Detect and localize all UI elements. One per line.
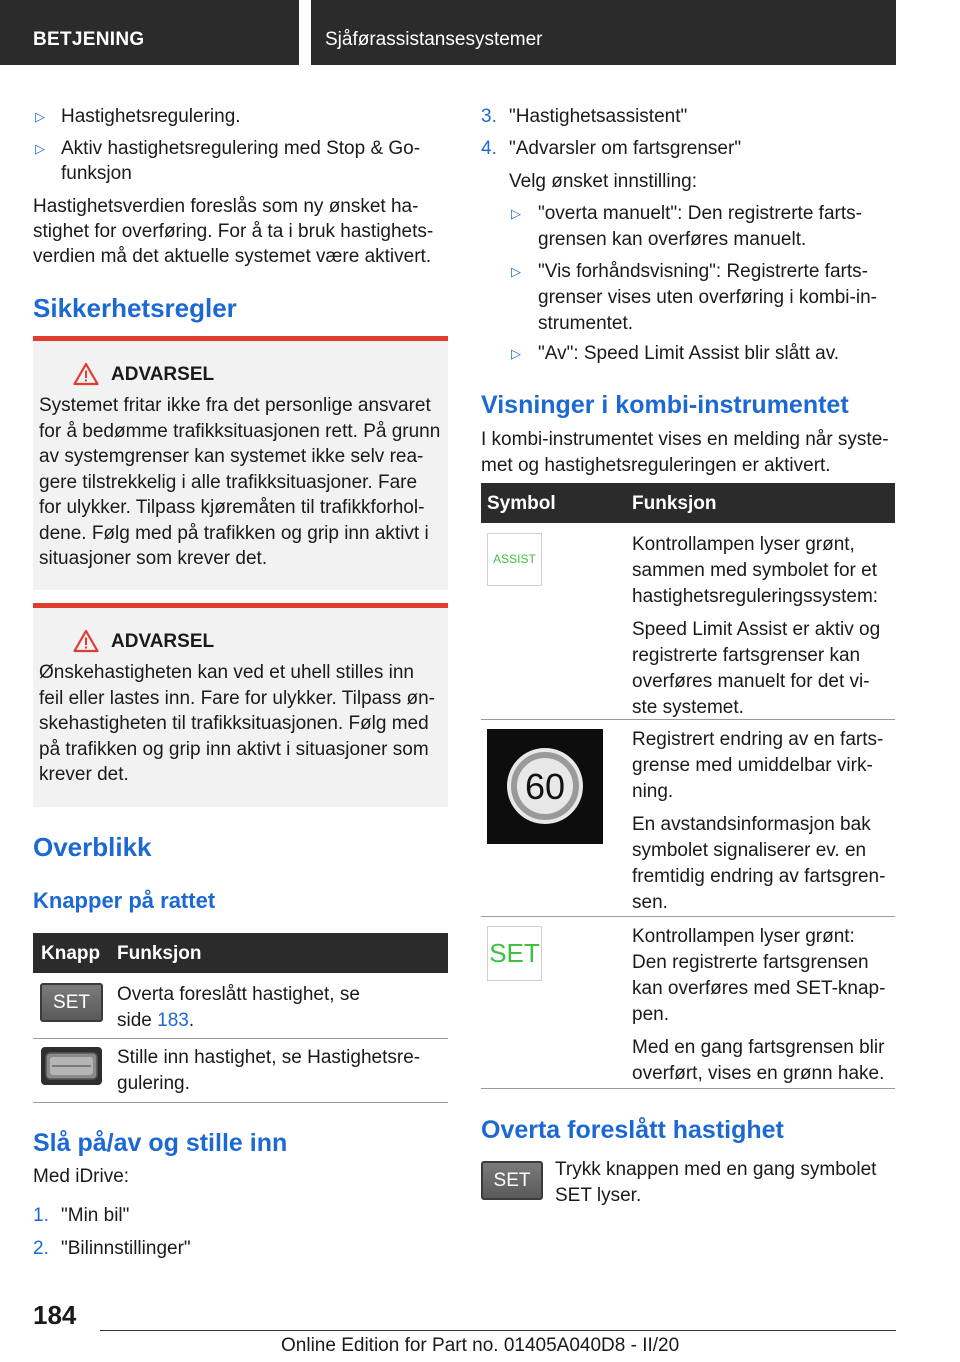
- step-text: "Min bil": [61, 1205, 130, 1226]
- symbol-row1-line: registrerte fartsgrenser kan: [632, 645, 861, 666]
- table-divider: [481, 916, 895, 917]
- symbol-table-header: [481, 483, 895, 523]
- col-header-symbol: Symbol: [487, 493, 556, 514]
- bullet-triangle-icon: ▷: [35, 109, 45, 124]
- col-header-function: Funksjon: [117, 943, 202, 964]
- step-text: "Hastighetsassistent": [509, 106, 688, 127]
- set-button-icon: [40, 983, 103, 1022]
- warning-triangle-icon: [73, 362, 99, 386]
- warning-line: for å bedømme trafikksituasjonen rett. På grunn: [39, 420, 441, 442]
- col-header-function: Funksjon: [632, 493, 717, 514]
- footer-edition: Online Edition for Part no. 01405A040D8 - II/20: [281, 1335, 680, 1356]
- step-number: 1.: [33, 1205, 49, 1226]
- table-divider: [33, 1038, 448, 1039]
- warning-line: på trafikken og grip inn aktivt i situasjoner som: [39, 738, 429, 760]
- speed-limit-60-icon: [487, 729, 603, 844]
- warning-line: Ønskehastigheten kan ved et uhell stilles inn: [39, 662, 414, 683]
- warning-line: situasjoner som krever det.: [39, 548, 268, 569]
- symbol-row3-line: kan overføres med SET-knap-: [632, 978, 886, 999]
- display-heading: Visninger i kombi-instrumentet: [481, 391, 849, 419]
- warning-box: [33, 336, 448, 590]
- warning-bar: [33, 603, 448, 608]
- choose-label: Velg ønsket innstilling:: [509, 171, 697, 192]
- set-symbol-label: SET: [489, 938, 540, 968]
- option-line: "Vis forhåndsvisning": Registrerte farts-: [538, 261, 868, 282]
- option-item: [538, 201, 862, 253]
- warning-line: krever det.: [39, 764, 129, 785]
- bullet-item: Hastighetsregulering.: [61, 106, 241, 127]
- header-chapter: Sjåførassistansesystemer: [325, 29, 543, 50]
- symbol-row1-line: sammen med symbolet for et: [632, 560, 877, 581]
- symbol-row3-text: [632, 924, 894, 1087]
- idrive-label: Med iDrive:: [33, 1166, 130, 1187]
- symbol-row1-text: [632, 532, 894, 721]
- warning-line: for ulykker. Tilpass kjøremåten til trafikkforhol-: [39, 497, 425, 518]
- bullet-item-cont: funksjon: [61, 163, 132, 184]
- symbol-row3-line: pen.: [632, 1004, 669, 1025]
- display-intro-line: I kombi-instrumentet vises en melding når syste-: [481, 429, 889, 450]
- buttons-row1-line: Overta foreslått hastighet, se: [117, 984, 360, 1005]
- takeover-line: Trykk knappen med en gang symbolet: [555, 1159, 877, 1180]
- symbol-row2-line: symbolet signaliserer ev. en: [632, 840, 867, 861]
- warning-line: feil eller lastes inn. Fare for ulykker. Tilpass øn-: [39, 687, 435, 709]
- set-button-label: SET: [493, 1170, 531, 1191]
- warning-line: gere tilstrekkelig i alle trafikksituasjoner. Fare: [39, 471, 418, 493]
- warning-line: av systemgrenser kan systemet ikke selv rea-: [39, 446, 424, 467]
- warning-line: Systemet fritar ikke fra det personlige ansvaret: [39, 395, 431, 416]
- page-ref-prefix: side: [117, 1010, 158, 1031]
- step-number: 4.: [481, 138, 497, 159]
- symbol-row2-line: En avstandsinformasjon bak: [632, 814, 871, 835]
- symbol-row3-line: Med en gang fartsgrensen blir: [632, 1037, 885, 1058]
- intro-line: stighet for overføring. For å ta i bruk hastighets-: [33, 221, 434, 242]
- warning-line: dene. Følg med på trafikken og grip inn aktivt i: [39, 522, 429, 544]
- option-line: "overta manuelt": Den registrerte farts-: [538, 203, 862, 224]
- warning-box: [33, 603, 448, 807]
- intro-line: Hastighetsverdien foreslås som ny ønsket ha-: [33, 196, 419, 217]
- bullet-triangle-icon: ▷: [511, 264, 521, 279]
- onoff-heading: Slå på/av og stille inn: [33, 1129, 288, 1157]
- header-section: BETJENING: [33, 29, 145, 50]
- option-item: [538, 259, 877, 337]
- buttons-heading: Knapper på rattet: [33, 888, 216, 913]
- symbol-row1-line: Kontrollampen lyser grønt,: [632, 534, 855, 555]
- step-number: 2.: [33, 1238, 49, 1259]
- page-link[interactable]: 183: [157, 1010, 189, 1031]
- symbol-row2-line: sen.: [632, 892, 668, 913]
- symbol-row1-line: Speed Limit Assist er aktiv og: [632, 619, 881, 640]
- display-intro-line: met og hastighetsreguleringen er aktivert.: [481, 455, 831, 476]
- buttons-row2-line: Stille inn hastighet, se Hastighetsre-: [117, 1047, 421, 1068]
- warning-title: ADVARSEL: [111, 364, 215, 385]
- table-divider: [33, 1102, 448, 1103]
- option-line: strumentet.: [538, 313, 634, 334]
- symbol-row1-line: overføres manuelt for det vi-: [632, 671, 870, 692]
- header-section-tab: [0, 0, 299, 65]
- symbol-row2-line: ning.: [632, 781, 674, 802]
- takeover-line: SET lyser.: [555, 1185, 642, 1206]
- step-number: 3.: [481, 106, 497, 127]
- symbol-row3-line: Den registrerte fartsgrensen: [632, 952, 869, 973]
- symbol-row3-line: overført, vises en grønn hake.: [632, 1063, 885, 1084]
- header-chapter-tab: [311, 0, 896, 65]
- rocker-switch-icon: [40, 1046, 103, 1086]
- assist-symbol-icon: [487, 533, 542, 586]
- page-ref-suffix: .: [188, 1010, 195, 1031]
- option-line: grenser vises uten overføring i kombi-in-: [538, 287, 877, 308]
- warning-bar: [33, 336, 448, 341]
- warning-body: [39, 393, 444, 572]
- buttons-table-header: [33, 933, 448, 973]
- warning-body: [39, 660, 444, 788]
- symbol-row2-line: fremtidig endring av fartsgren-: [632, 866, 886, 887]
- set-button-icon: [481, 1161, 543, 1200]
- safety-heading: Sikkerhetsregler: [33, 293, 237, 323]
- step-text: "Bilinnstillinger": [61, 1238, 191, 1259]
- buttons-row2-text: [117, 1045, 420, 1097]
- symbol-row2-text: [632, 727, 894, 916]
- takeover-heading: Overta foreslått hastighet: [481, 1116, 784, 1144]
- set-symbol-icon: [487, 926, 542, 981]
- buttons-row1-line: [117, 1008, 360, 1034]
- symbol-row2-line: Registrert endring av en farts-: [632, 729, 884, 750]
- set-button-label: SET: [53, 992, 90, 1013]
- intro-line: verdien må det aktuelle systemet være aktivert.: [33, 246, 432, 267]
- symbol-row1-line: ste systemet.: [632, 697, 744, 718]
- footer-rule: [100, 1330, 896, 1331]
- step-text: "Advarsler om fartsgrenser": [509, 138, 742, 159]
- symbol-row1-line: hastighetsreguleringssystem:: [632, 586, 879, 607]
- assist-symbol-label: ASSIST: [493, 552, 536, 566]
- symbol-row3-line: Kontrollampen lyser grønt:: [632, 926, 855, 947]
- buttons-row2-line: gulering.: [117, 1073, 190, 1094]
- symbol-row2-line: grense med umiddelbar virk-: [632, 755, 873, 776]
- overview-heading: Overblikk: [33, 832, 152, 862]
- warning-line: skehastigheten til trafikksituasjonen. Følg med: [39, 713, 429, 734]
- bullet-triangle-icon: ▷: [511, 206, 521, 221]
- warning-triangle-icon: [73, 629, 99, 653]
- speed-limit-value: 60: [524, 766, 566, 807]
- table-divider: [481, 719, 895, 720]
- takeover-text: [555, 1157, 876, 1209]
- bullet-item: Aktiv hastighetsregulering med Stop & Go-: [61, 138, 421, 159]
- bullet-triangle-icon: ▷: [35, 141, 45, 156]
- warning-title: ADVARSEL: [111, 631, 215, 652]
- table-divider: [481, 1088, 895, 1089]
- buttons-row1-text: [117, 982, 360, 1034]
- option-line: grensen kan overføres manuelt.: [538, 229, 807, 250]
- col-header-button: Knapp: [41, 943, 101, 964]
- option-item: "Av": Speed Limit Assist blir slått av.: [538, 343, 840, 364]
- bullet-triangle-icon: ▷: [511, 346, 521, 361]
- display-intro: [481, 427, 889, 479]
- page-number: 184: [33, 1300, 77, 1330]
